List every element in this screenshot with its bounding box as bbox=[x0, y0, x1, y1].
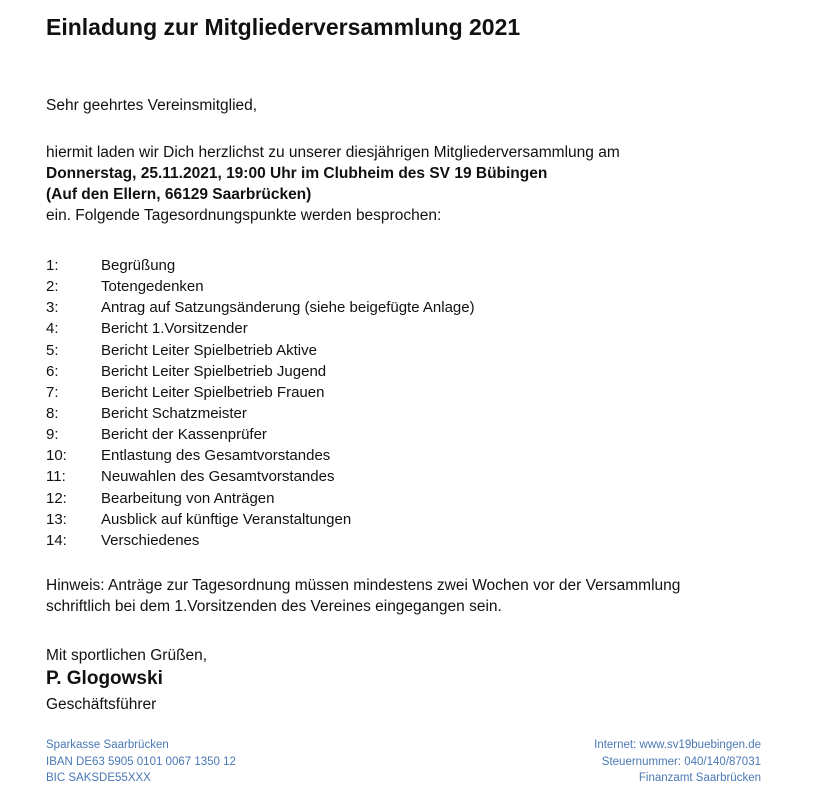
agenda-item-number: 7: bbox=[46, 383, 59, 401]
agenda-item-number: 8: bbox=[46, 404, 59, 422]
agenda-item-number: 13: bbox=[46, 510, 67, 528]
footer-iban: IBAN DE63 5905 0101 0067 1350 12 bbox=[46, 755, 236, 768]
agenda-item bbox=[46, 530, 475, 551]
intro-line: hiermit laden wir Dich herzlichst zu unserer diesjährigen Mitgliederversammlung am bbox=[46, 144, 620, 161]
agenda-item-text: Entlastung des Gesamtvorstandes bbox=[101, 447, 331, 465]
agenda-item-number: 3: bbox=[46, 299, 59, 317]
agenda-item bbox=[46, 424, 475, 445]
agenda-item bbox=[46, 340, 475, 361]
intro-line-end: ein. Folgende Tagesordnungspunkte werden besprochen: bbox=[46, 207, 442, 224]
closing-greeting: Mit sportlichen Grüßen, bbox=[46, 647, 208, 664]
agenda-list bbox=[46, 255, 475, 551]
agenda-item-text: Bericht 1.Vorsitzender bbox=[101, 320, 248, 338]
agenda-item bbox=[46, 276, 475, 297]
agenda-item-text: Begrüßung bbox=[101, 257, 176, 274]
hint-line: schriftlich bei dem 1.Vorsitzenden des Vereines eingegangen sein. bbox=[46, 598, 502, 615]
footer-bank-details bbox=[46, 737, 236, 787]
footer-tax-office: Finanzamt Saarbrücken bbox=[638, 772, 761, 784]
agenda-item-text: Bericht Schatzmeister bbox=[101, 404, 247, 422]
agenda-item bbox=[46, 403, 475, 424]
intro-paragraph bbox=[46, 142, 620, 226]
footer-contact-details bbox=[594, 737, 761, 787]
agenda-item-number: 10: bbox=[46, 447, 67, 465]
footer-internet: Internet: www.sv19buebingen.de bbox=[594, 739, 761, 751]
agenda-item-text: Bearbeitung von Anträgen bbox=[101, 489, 275, 507]
agenda-item-number: 2: bbox=[46, 278, 59, 296]
agenda-item bbox=[46, 488, 475, 509]
agenda-item bbox=[46, 255, 475, 276]
document-title: Einladung zur Mitgliederversammlung 2021 bbox=[46, 14, 521, 40]
agenda-item bbox=[46, 318, 475, 339]
agenda-item-text: Bericht Leiter Spielbetrieb Jugend bbox=[101, 362, 327, 380]
agenda-item bbox=[46, 445, 475, 466]
meeting-address: (Auf den Ellern, 66129 Saarbrücken) bbox=[46, 186, 312, 203]
meeting-date-location: Donnerstag, 25.11.2021, 19:00 Uhr im Clubheim des SV 19 Bübingen bbox=[46, 165, 548, 182]
agenda-item bbox=[46, 509, 475, 530]
agenda-item-text: Bericht Leiter Spielbetrieb Frauen bbox=[101, 383, 325, 401]
salutation: Sehr geehrtes Vereinsmitglied, bbox=[46, 97, 258, 114]
footer-bank-name: Sparkasse Saarbrücken bbox=[46, 739, 169, 751]
agenda-item-number: 12: bbox=[46, 489, 67, 507]
agenda-item-number: 4: bbox=[46, 320, 59, 338]
agenda-item-text: Antrag auf Satzungsänderung (siehe beigefügte Anlage) bbox=[101, 299, 475, 317]
footer-tax-number: Steuernummer: 040/140/87031 bbox=[601, 755, 761, 768]
signature-name: P. Glogowski bbox=[46, 668, 163, 689]
agenda-item-text: Verschiedenes bbox=[101, 531, 200, 549]
agenda-item bbox=[46, 361, 475, 382]
agenda-item bbox=[46, 466, 475, 487]
agenda-item-text: Bericht der Kassenprüfer bbox=[101, 426, 267, 444]
signature-role: Geschäftsführer bbox=[46, 696, 157, 713]
agenda-item-number: 6: bbox=[46, 362, 59, 380]
agenda-item-text: Ausblick auf künftige Veranstaltungen bbox=[101, 510, 352, 528]
hint-line: Hinweis: Anträge zur Tagesordnung müssen mindestens zwei Wochen vor der Versammlung bbox=[46, 577, 681, 594]
agenda-item-number: 14: bbox=[46, 531, 67, 549]
agenda-item-text: Bericht Leiter Spielbetrieb Aktive bbox=[101, 341, 317, 359]
agenda-item-number: 9: bbox=[46, 426, 59, 444]
agenda-item-text: Neuwahlen des Gesamtvorstandes bbox=[101, 468, 335, 486]
agenda-item-text: Totengedenken bbox=[101, 278, 204, 296]
footer-bic: BIC SAKSDE55XXX bbox=[46, 772, 151, 784]
hint-paragraph bbox=[46, 575, 680, 617]
agenda-item-number: 11: bbox=[46, 468, 66, 486]
agenda-item bbox=[46, 382, 475, 403]
agenda-item-number: 5: bbox=[46, 341, 59, 359]
agenda-item-number: 1: bbox=[46, 257, 59, 274]
agenda-item bbox=[46, 297, 475, 318]
